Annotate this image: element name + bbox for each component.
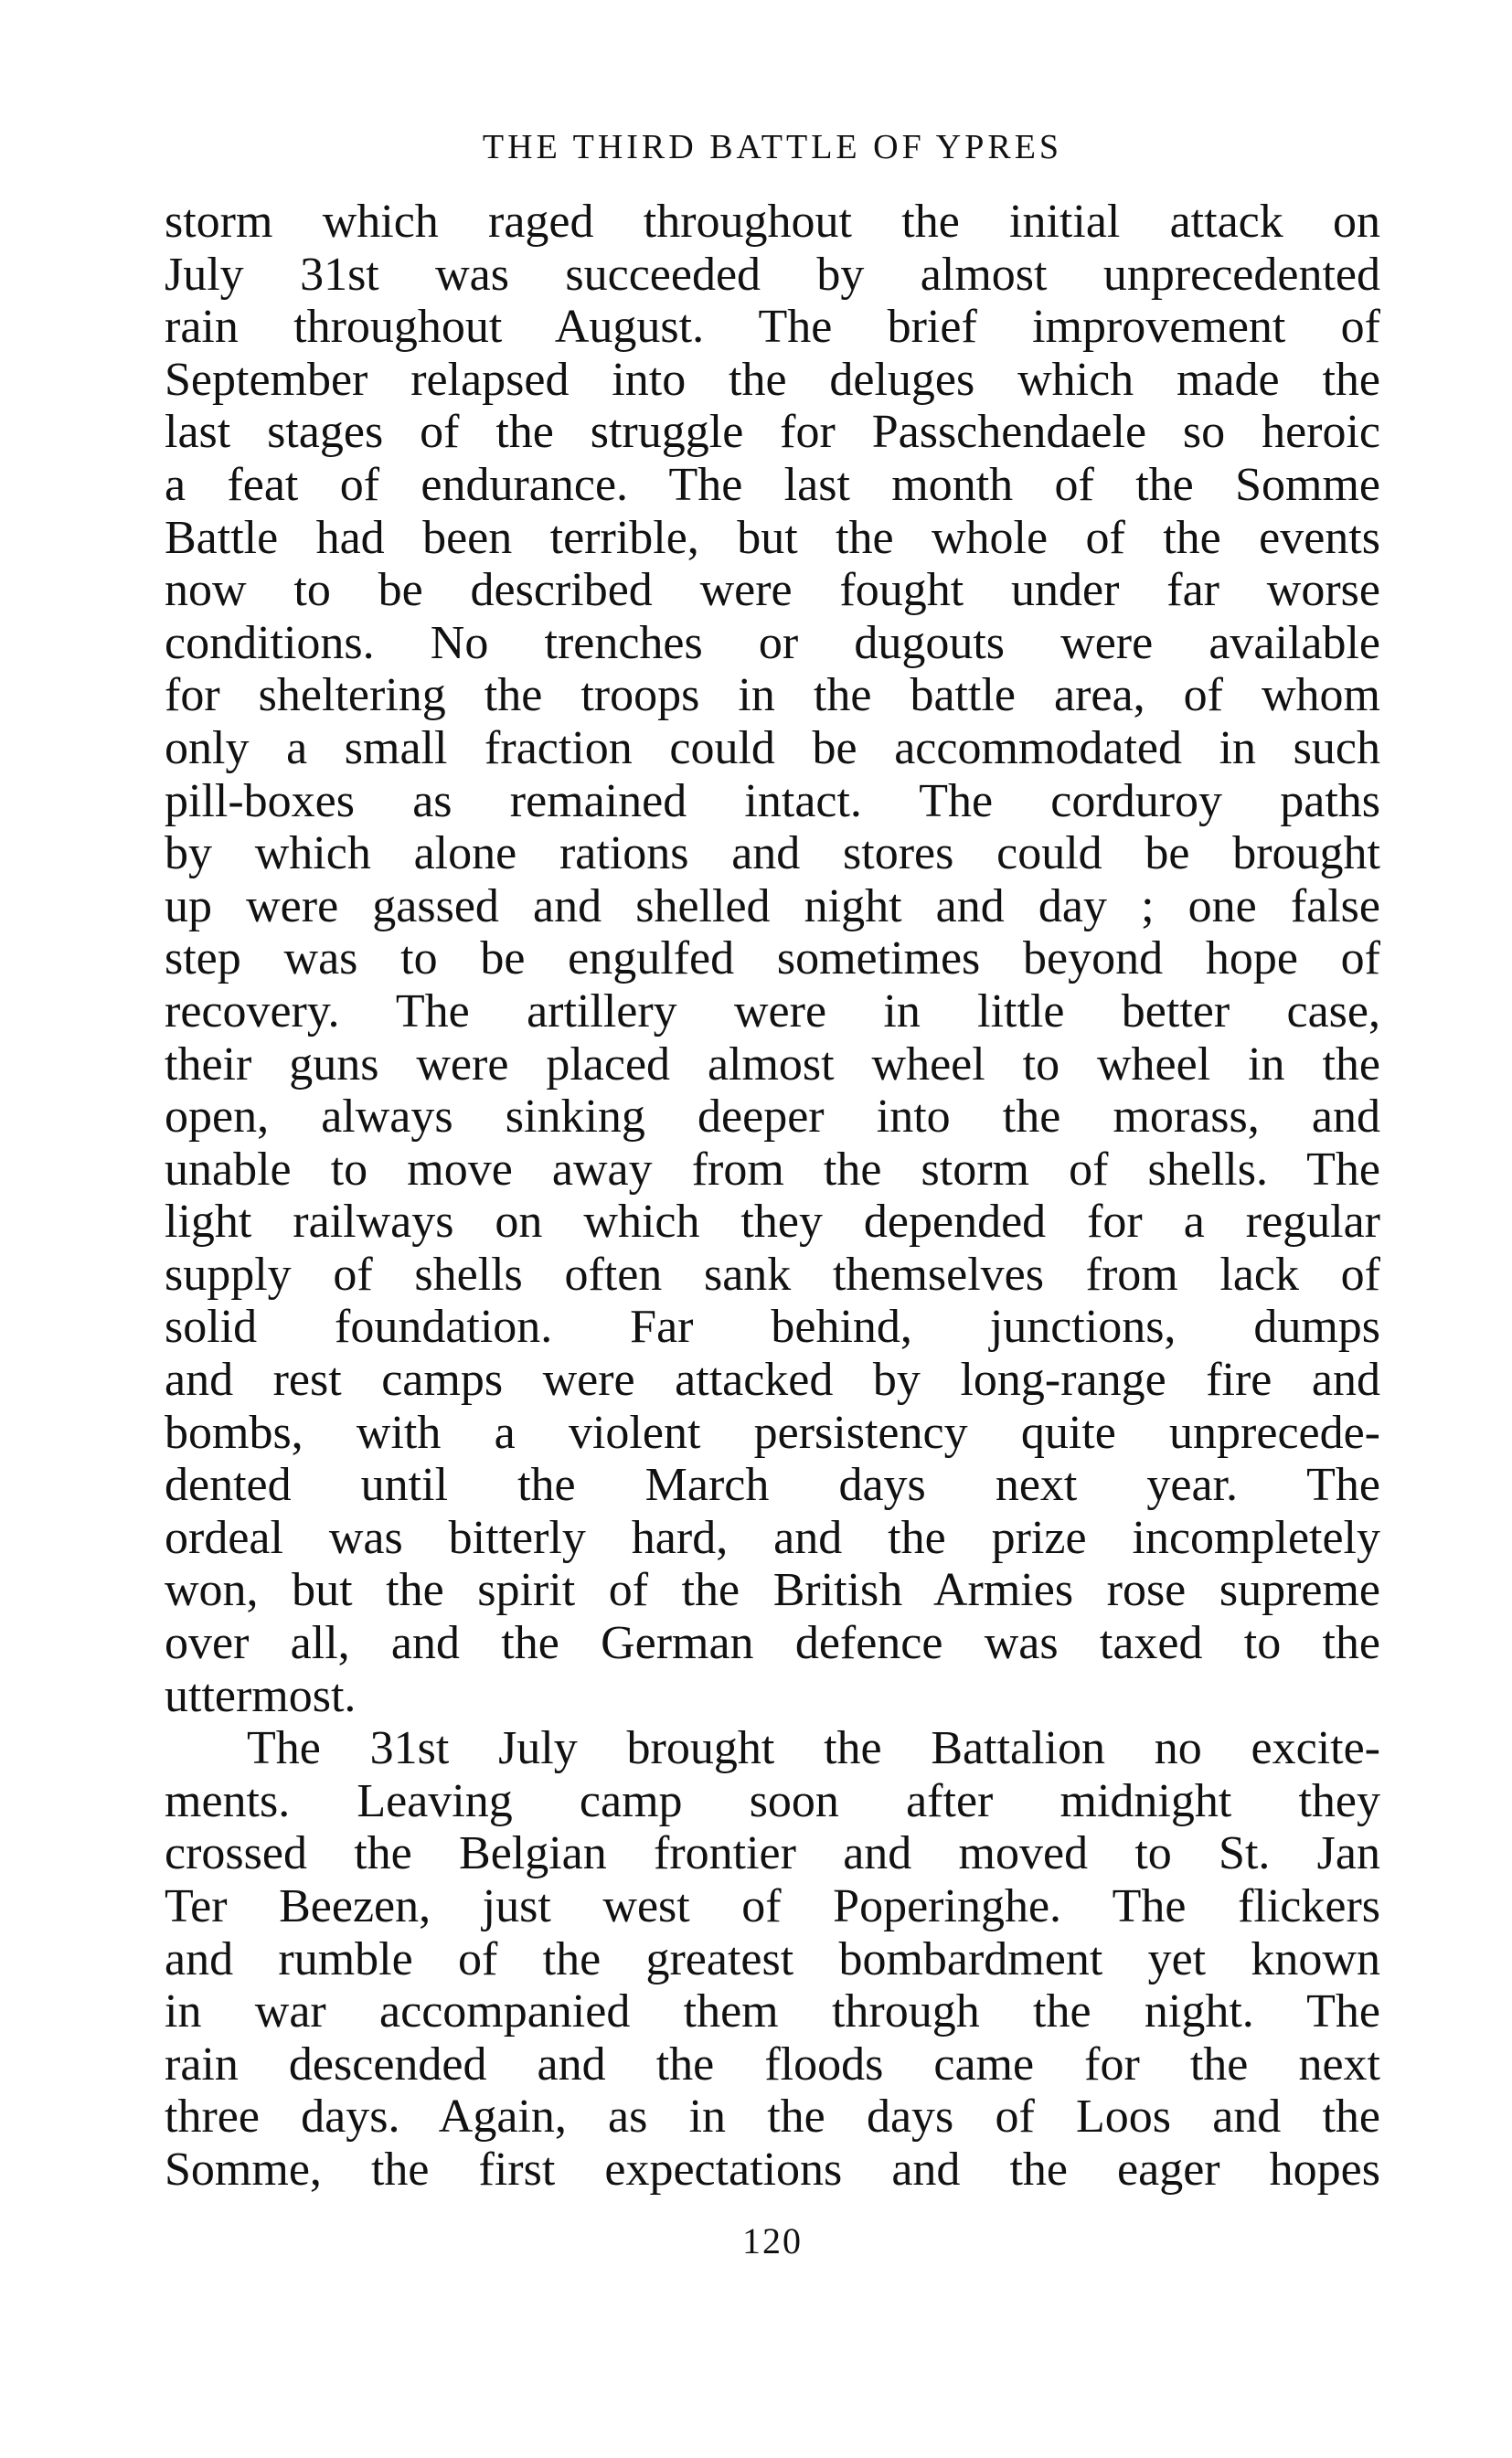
text-line: bombs, with a violent persistency quite unprecede- bbox=[165, 1406, 1380, 1459]
text-line: dented until the March days next year. The bbox=[165, 1459, 1380, 1512]
paragraph-1 bbox=[165, 196, 1380, 1722]
running-head: THE THIRD BATTLE OF YPRES bbox=[482, 128, 1063, 166]
text-line: September relapsed into the deluges which made the bbox=[165, 353, 1380, 406]
text-line: and rest camps were attacked by long-range fire and bbox=[165, 1354, 1380, 1407]
text-line: pill-boxes as remained intact. The corduroy paths bbox=[165, 774, 1380, 827]
text-line: light railways on which they depended for a regular bbox=[165, 1196, 1380, 1249]
body-text bbox=[165, 196, 1380, 2197]
text-line: solid foundation. Far behind, junctions, dumps bbox=[165, 1301, 1380, 1354]
text-line: by which alone rations and stores could be brought bbox=[165, 827, 1380, 880]
text-line: uttermost. bbox=[165, 1669, 357, 1722]
text-line: conditions. No trenches or dugouts were available bbox=[165, 616, 1380, 669]
text-line: ordeal was bitterly hard, and the prize incompletely bbox=[165, 1511, 1380, 1564]
text-line: rain throughout August. The brief improvement of bbox=[165, 301, 1380, 354]
text-line: rain descended and the floods came for the next bbox=[165, 2038, 1380, 2091]
text-line: storm which raged throughout the initial attack on bbox=[165, 196, 1380, 248]
text-line: Battle had been terrible, but the whole of the events bbox=[165, 511, 1380, 564]
text-line: last stages of the struggle for Passchendaele so heroic bbox=[165, 406, 1380, 459]
text-line: Somme, the first expectations and the eager hopes bbox=[165, 2143, 1380, 2196]
text-line: and rumble of the greatest bombardment yet known bbox=[165, 1932, 1380, 1985]
text-line: July 31st was succeeded by almost unprecedented bbox=[165, 248, 1380, 301]
paragraph-2 bbox=[165, 1722, 1380, 2196]
text-line: Ter Beezen, just west of Poperinghe. The flickers bbox=[165, 1880, 1380, 1932]
text-line: won, but the spirit of the British Armies rose supreme bbox=[165, 1564, 1380, 1617]
text-line: three days. Again, as in the days of Loos and the bbox=[165, 2091, 1380, 2144]
text-line: a feat of endurance. The last month of the Somme bbox=[165, 458, 1380, 511]
text-line: now to be described were fought under far worse bbox=[165, 564, 1380, 617]
text-line: for sheltering the troops in the battle area, of whom bbox=[165, 669, 1380, 722]
page-number: 120 bbox=[742, 2220, 803, 2261]
text-line: their guns were placed almost wheel to wheel in the bbox=[165, 1037, 1380, 1091]
text-line: crossed the Belgian frontier and moved to St. Jan bbox=[165, 1827, 1380, 1880]
text-line: up were gassed and shelled night and day ; one false bbox=[165, 879, 1380, 932]
text-line: in war accompanied them through the night. The bbox=[165, 1985, 1380, 2038]
text-line: The 31st July brought the Battalion no excite- bbox=[247, 1722, 1380, 1775]
text-line: open, always sinking deeper into the morass, and bbox=[165, 1091, 1380, 1144]
text-line: ments. Leaving camp soon after midnight they bbox=[165, 1774, 1380, 1827]
text-line: supply of shells often sank themselves from lack of bbox=[165, 1248, 1380, 1301]
text-line: recovery. The artillery were in little better case, bbox=[165, 984, 1380, 1037]
text-line: step was to be engulfed sometimes beyond hope of bbox=[165, 932, 1380, 985]
text-line: over all, and the German defence was taxed to the bbox=[165, 1617, 1380, 1670]
text-line: unable to move away from the storm of shells. The bbox=[165, 1143, 1380, 1196]
text-line: only a small fraction could be accommodated in such bbox=[165, 721, 1380, 774]
